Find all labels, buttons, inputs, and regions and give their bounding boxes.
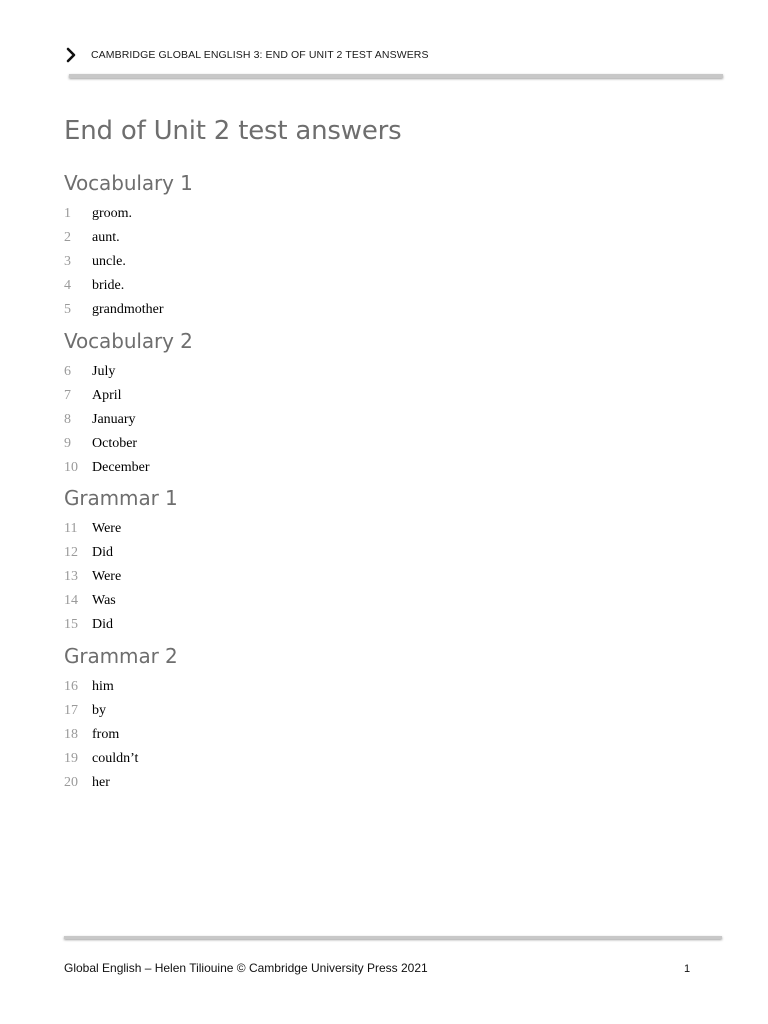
list-item xyxy=(64,226,564,250)
item-answer: Were xyxy=(92,521,122,536)
list-item xyxy=(64,675,564,699)
footer-divider xyxy=(64,936,722,939)
section-vocabulary-1 xyxy=(64,168,564,322)
list-item xyxy=(64,699,564,723)
item-answer: December xyxy=(92,460,150,475)
item-number: 18 xyxy=(64,727,78,742)
section-heading: Vocabulary 1 xyxy=(64,171,193,195)
item-number: 17 xyxy=(64,703,78,718)
item-answer: couldn’t xyxy=(92,751,139,766)
footer-copyright: Global English – Helen Tiliouine © Cambridge University Press 2021 xyxy=(64,961,428,975)
item-number: 12 xyxy=(64,545,78,560)
item-answer: him xyxy=(92,679,114,694)
list-item xyxy=(64,517,564,541)
item-number: 6 xyxy=(64,364,71,379)
item-answer: bride. xyxy=(92,278,125,293)
section-grammar-1 xyxy=(64,483,564,637)
item-number: 11 xyxy=(64,521,78,536)
list-item xyxy=(64,613,564,637)
item-answer: aunt. xyxy=(92,230,120,245)
item-answer: Were xyxy=(92,569,122,584)
item-number: 7 xyxy=(64,388,71,403)
chevron-right-icon xyxy=(64,45,78,65)
item-number: 10 xyxy=(64,460,78,475)
item-number: 9 xyxy=(64,436,71,451)
header-divider xyxy=(69,74,723,78)
page-number: 1 xyxy=(684,963,691,975)
list-item xyxy=(64,589,564,613)
header-title: CAMBRIDGE GLOBAL ENGLISH 3: END OF UNIT 2 TEST ANSWERS xyxy=(91,49,429,61)
list-item xyxy=(64,565,564,589)
item-number: 2 xyxy=(64,230,71,245)
section-heading: Vocabulary 2 xyxy=(64,329,193,353)
list-item xyxy=(64,771,564,795)
list-item xyxy=(64,202,564,226)
running-header xyxy=(64,45,724,67)
item-number: 20 xyxy=(64,775,78,790)
list-item xyxy=(64,274,564,298)
item-number: 8 xyxy=(64,412,71,427)
list-item xyxy=(64,541,564,565)
list-item xyxy=(64,747,564,771)
item-answer: Did xyxy=(92,617,113,632)
list-item xyxy=(64,360,564,384)
item-answer: grandmother xyxy=(92,302,164,317)
item-answer: groom. xyxy=(92,206,133,221)
item-number: 1 xyxy=(64,206,71,221)
list-item xyxy=(64,298,564,322)
list-item xyxy=(64,408,564,432)
page-title: End of Unit 2 test answers xyxy=(64,116,402,146)
item-number: 4 xyxy=(64,278,71,293)
item-answer: January xyxy=(92,412,136,427)
list-item xyxy=(64,250,564,274)
item-number: 19 xyxy=(64,751,78,766)
item-answer: her xyxy=(92,775,110,790)
item-answer: April xyxy=(92,388,122,403)
item-answer: uncle. xyxy=(92,254,126,269)
section-vocabulary-2 xyxy=(64,326,564,480)
item-number: 15 xyxy=(64,617,78,632)
list-item xyxy=(64,432,564,456)
item-answer: from xyxy=(92,727,120,742)
item-number: 14 xyxy=(64,593,78,608)
item-number: 16 xyxy=(64,679,78,694)
item-answer: Did xyxy=(92,545,113,560)
list-item xyxy=(64,456,564,480)
item-number: 13 xyxy=(64,569,78,584)
list-item xyxy=(64,384,564,408)
item-answer: Was xyxy=(92,593,116,608)
item-number: 3 xyxy=(64,254,71,269)
list-item xyxy=(64,723,564,747)
item-answer: July xyxy=(92,364,116,379)
item-answer: October xyxy=(92,436,138,451)
section-grammar-2 xyxy=(64,641,564,795)
item-answer: by xyxy=(92,703,106,718)
item-number: 5 xyxy=(64,302,71,317)
section-heading: Grammar 1 xyxy=(64,486,178,510)
section-heading: Grammar 2 xyxy=(64,644,178,668)
